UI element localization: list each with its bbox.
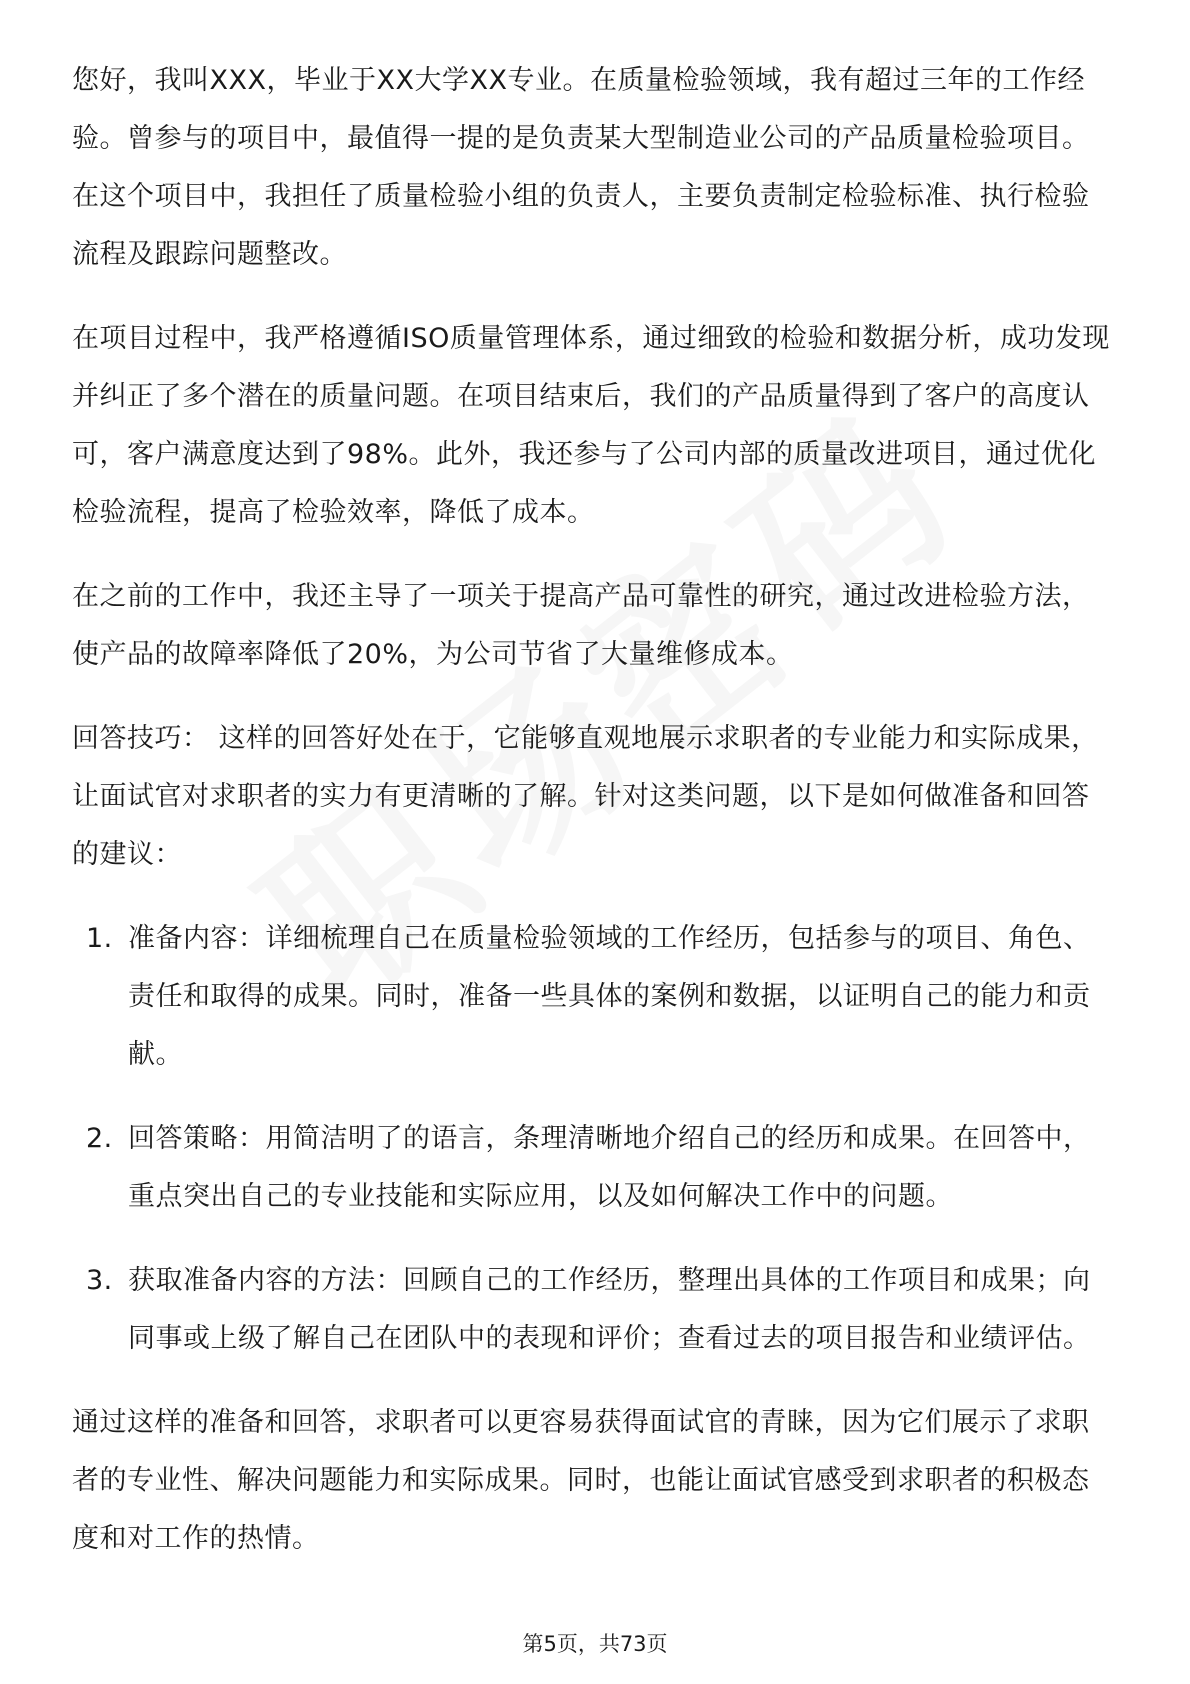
list-item-text: 获取准备内容的方法：回顾自己的工作经历，整理出具体的工作项目和成果；向同事或上级了解自己在团队中的表现和评价；查看过去的项目报告和业绩评估。 <box>128 1265 1091 1354</box>
list-item-number: 1. <box>86 923 113 954</box>
tips-list <box>72 910 1114 1368</box>
paragraph-intro: 您好，我叫XXX，毕业于XX大学XX专业。在质量检验领域，我有超过三年的工作经验。曾参与的项目中，最值得一提的是负责某大型制造业公司的产品质量检验项目。在这个项目中，我担任了质量检验小组的负责人，主要负责制定检验标准、执行检验流程及跟踪问题整改。 <box>72 65 1090 270</box>
paragraph-project: 在项目过程中，我严格遵循ISO质量管理体系，通过细致的检验和数据分析，成功发现并纠正了多个潜在的质量问题。在项目结束后，我们的产品质量得到了客户的高度认可，客户满意度达到了98%。此外，我还参与了公司内部的质量改进项目，通过优化检验流程，提高了检验效率，降低了成本。 <box>72 323 1110 528</box>
list-item-text: 回答策略：用简洁明了的语言，条理清晰地介绍自己的经历和成果。在回答中，重点突出自己的专业技能和实际应用，以及如何解决工作中的问题。 <box>128 1123 1091 1212</box>
list-item-number: 2. <box>86 1123 113 1154</box>
list-item <box>72 910 1114 1084</box>
paragraph-closing: 通过这样的准备和回答，求职者可以更容易获得面试官的青睐，因为它们展示了求职者的专业性、解决问题能力和实际成果。同时，也能让面试官感受到求职者的积极态度和对工作的热情。 <box>72 1407 1090 1554</box>
page-number: 第5页，共73页 <box>522 1632 668 1656</box>
paragraph-research: 在之前的工作中，我还主导了一项关于提高产品可靠性的研究，通过改进检验方法，使产品的故障率降低了20%，为公司节省了大量维修成本。 <box>72 581 1090 670</box>
document-body <box>72 52 1114 1594</box>
list-item-number: 3. <box>86 1265 113 1296</box>
list-item <box>72 1110 1114 1226</box>
paragraph-tips-intro: 回答技巧： 这样的回答好处在于，它能够直观地展示求职者的专业能力和实际成果，让面试官对求职者的实力有更清晰的了解。针对这类问题，以下是如何做准备和回答的建议： <box>72 723 1099 870</box>
list-item <box>72 1252 1114 1368</box>
list-item-text: 准备内容：详细梳理自己在质量检验领域的工作经历，包括参与的项目、角色、责任和取得的成果。同时，准备一些具体的案例和数据，以证明自己的能力和贡献。 <box>128 923 1091 1070</box>
